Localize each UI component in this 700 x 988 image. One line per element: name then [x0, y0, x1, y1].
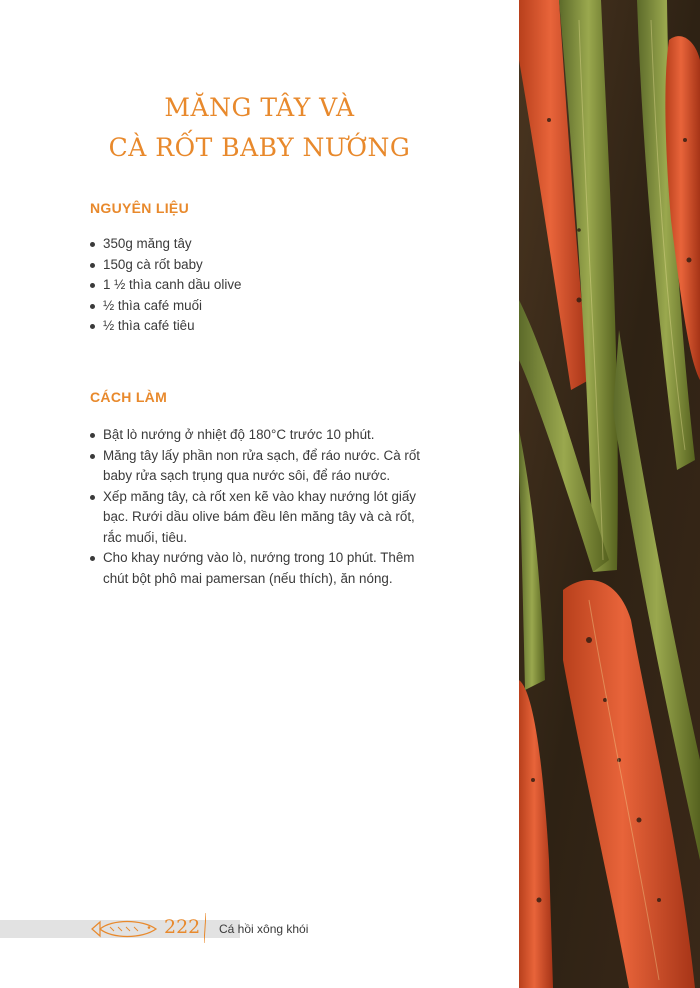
ingredients-heading: NGUYÊN LIỆU [90, 200, 189, 216]
recipe-title-line-1: MĂNG TÂY VÀ [164, 93, 355, 122]
method-step: Bật lò nướng ở nhiệt độ 180°C trước 10 phút. [90, 425, 420, 446]
ingredient-item: 1 ½ thìa canh dầu olive [90, 275, 241, 296]
ingredients-list [90, 234, 241, 337]
page-number: 222 [164, 916, 201, 938]
ingredient-item: ½ thìa café tiêu [90, 316, 241, 337]
divider-slash [204, 913, 206, 943]
recipe-title-line-2: CÀ RỐT BABY NƯỚNG [108, 133, 411, 162]
ingredient-item: 150g cà rốt baby [90, 255, 241, 276]
ingredient-item: ½ thìa café muối [90, 296, 241, 317]
book-title: Cá hồi xông khói [219, 922, 309, 936]
fish-icon [90, 917, 160, 941]
method-steps-list [90, 425, 420, 589]
recipe-title [0, 88, 519, 168]
method-step: Măng tây lấy phần non rửa sạch, để ráo nước. Cà rốt baby rửa sạch trụng qua nước sôi, để ráo nước. [90, 446, 420, 487]
method-step: Xếp măng tây, cà rốt xen kẽ vào khay nướng lót giấy bạc. Rưới dầu olive bám đều lên măng tây và cà rốt, rắc muối, tiêu. [90, 487, 420, 549]
method-heading: CÁCH LÀM [90, 389, 168, 405]
roasted-vegetables-image [519, 0, 700, 988]
vegetable-photo [519, 0, 700, 988]
method-step: Cho khay nướng vào lò, nướng trong 10 phút. Thêm chút bột phô mai pamersan (nếu thích), ăn nóng. [90, 548, 420, 589]
ingredient-item: 350g măng tây [90, 234, 241, 255]
